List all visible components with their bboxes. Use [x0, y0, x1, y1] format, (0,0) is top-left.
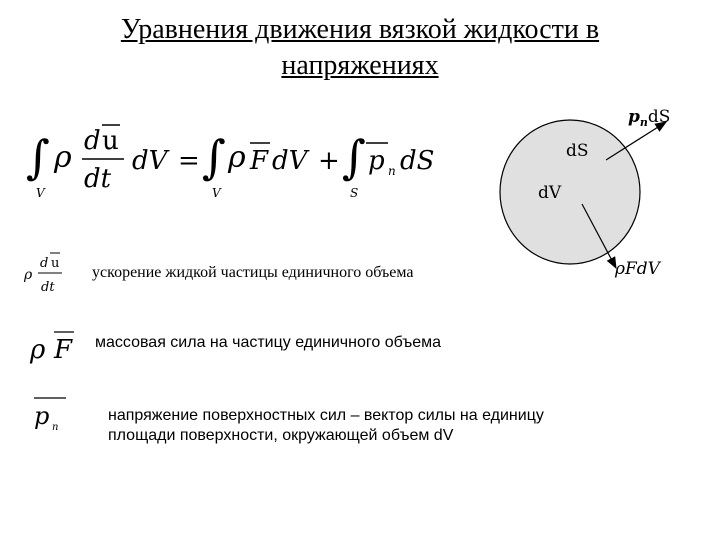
integral-sign: ∫	[26, 130, 50, 184]
rho-symbol: ρ	[228, 140, 246, 175]
svg-text:n: n	[52, 422, 59, 433]
numerator-d: d	[84, 126, 101, 156]
page-title	[40, 12, 680, 84]
stress-description-line-1: напряжение поверхностных сил – вектор силы на единицу	[108, 407, 544, 424]
acceleration-symbol	[22, 245, 92, 305]
lower-limit-v: V	[212, 186, 221, 200]
dS-label: dS	[566, 141, 589, 161]
dV-term: dV	[132, 146, 168, 176]
stress-description	[108, 406, 544, 446]
fluid-volume-diagram	[470, 100, 720, 290]
svg-text:d: d	[40, 256, 49, 271]
rhoFdV-label: ρFdV	[615, 259, 660, 279]
acceleration-description: ускорение жидкой частицы единичного объема	[92, 264, 414, 281]
mass-force-symbol	[22, 320, 92, 370]
svg-text:ρ: ρ	[24, 267, 33, 283]
svg-text:u: u	[51, 256, 60, 271]
mass-force-description: массовая сила на частицу единичного объема	[95, 334, 442, 351]
dV-term: dV	[272, 146, 308, 176]
lower-limit-s: S	[350, 186, 359, 200]
title-line-1: Уравнения движения вязкой жидкости в	[120, 14, 600, 45]
plus-sign: +	[318, 146, 340, 176]
svg-text:dt: dt	[41, 280, 55, 295]
svg-text:ρ: ρ	[30, 335, 46, 365]
lower-limit-v: V	[36, 186, 45, 200]
denominator-dt: dt	[84, 164, 112, 194]
stress-description-line-2: площади поверхности, окружающей объем dV	[108, 427, 454, 444]
svg-text:F: F	[54, 335, 73, 365]
force-F: F	[250, 146, 269, 176]
rho-symbol: ρ	[54, 140, 72, 175]
dV-label: dV	[538, 183, 562, 203]
equals-sign: =	[178, 146, 200, 176]
stress-symbol	[28, 388, 98, 438]
integral-sign: ∫	[342, 130, 366, 184]
pn-dS-label: $p_ndS$	[628, 107, 671, 129]
stress-p: p	[368, 146, 385, 176]
title-line-2: напряжениях	[281, 50, 439, 81]
subscript-n: n	[388, 164, 396, 178]
dS-term: dS	[400, 146, 435, 176]
main-equation	[20, 115, 460, 205]
integral-sign: ∫	[202, 130, 226, 184]
svg-text:p: p	[34, 402, 50, 430]
numerator-u: u	[102, 126, 119, 156]
